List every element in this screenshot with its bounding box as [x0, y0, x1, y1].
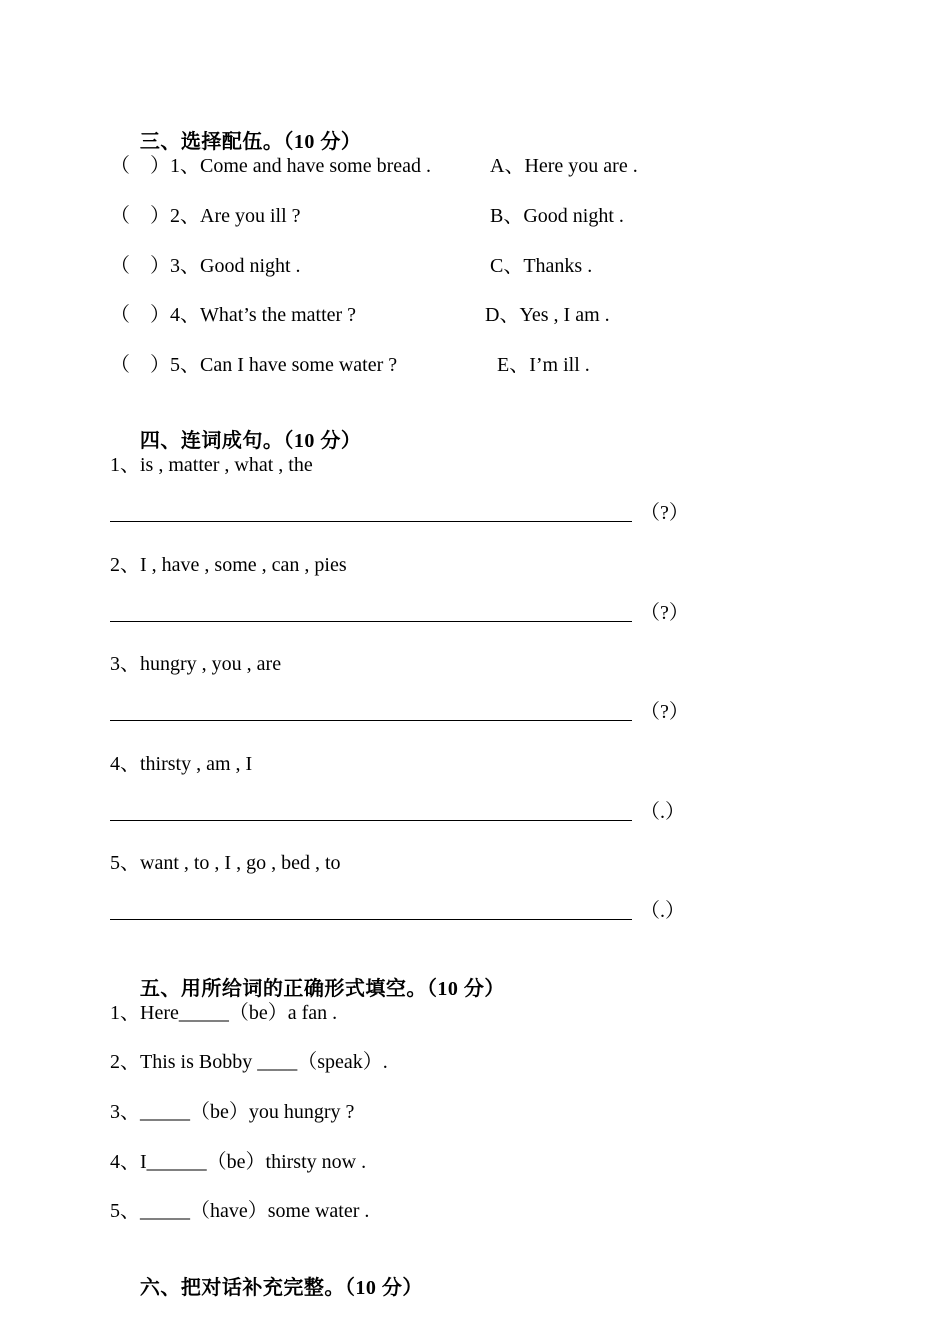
end-punct-2: （?） [640, 602, 689, 624]
section-6-score: （10 分） [344, 1277, 423, 1299]
fill-blank-2: 2、This is Bobby ____（speak）. [110, 1051, 388, 1073]
answer-line-2[interactable] [110, 621, 632, 622]
end-punct-4: （.） [640, 801, 685, 823]
section-6-heading [110, 1248, 423, 1327]
section-5-title: 五、用所给词的正确形式填空。 [139, 976, 427, 1000]
fill-blank-1: 1、Here_____（be）a fan . [110, 1002, 338, 1024]
reorder-words-5: 5、want , to , I , go , bed , to [110, 852, 341, 874]
match-answer-d: D、Yes , I am . [485, 304, 610, 326]
match-answer-a: A、Here you are . [490, 155, 638, 177]
match-question-4: （ ）4、What’s the matter ? [110, 304, 357, 326]
match-question-5: （ ）5、Can I have some water ? [110, 354, 398, 376]
section-5-score: （10 分） [426, 978, 505, 1000]
match-question-3: （ ）3、Good night . [110, 255, 301, 277]
match-question-1: （ ）1、Come and have some bread . [110, 155, 432, 177]
match-answer-e: E、I’m ill . [497, 354, 590, 376]
answer-line-3[interactable] [110, 720, 632, 721]
reorder-words-1: 1、is , matter , what , the [110, 454, 313, 476]
section-3-score: （10 分） [283, 131, 362, 153]
section-3-title: 三、选择配伍。 [139, 129, 284, 153]
answer-line-1[interactable] [110, 521, 632, 522]
fill-blank-5: 5、_____（have）some water . [110, 1200, 370, 1222]
fill-blank-3: 3、_____（be）you hungry ? [110, 1101, 355, 1123]
section-4-score: （10 分） [283, 430, 362, 452]
end-punct-5: （.） [640, 900, 685, 922]
section-4-title: 四、连词成句。 [139, 428, 284, 452]
answer-line-5[interactable] [110, 919, 632, 920]
match-answer-b: B、Good night . [490, 205, 624, 227]
reorder-words-3: 3、hungry , you , are [110, 653, 282, 675]
reorder-words-2: 2、I , have , some , can , pies [110, 554, 347, 576]
match-question-2: （ ）2、Are you ill ? [110, 205, 301, 227]
end-punct-3: （?） [640, 701, 689, 723]
match-answer-c: C、Thanks . [490, 255, 593, 277]
end-punct-1: （?） [640, 502, 689, 524]
section-6-title: 六、把对话补充完整。 [139, 1275, 345, 1299]
reorder-words-4: 4、thirsty , am , I [110, 753, 253, 775]
answer-line-4[interactable] [110, 820, 632, 821]
fill-blank-4: 4、I______（be）thirsty now . [110, 1151, 367, 1173]
